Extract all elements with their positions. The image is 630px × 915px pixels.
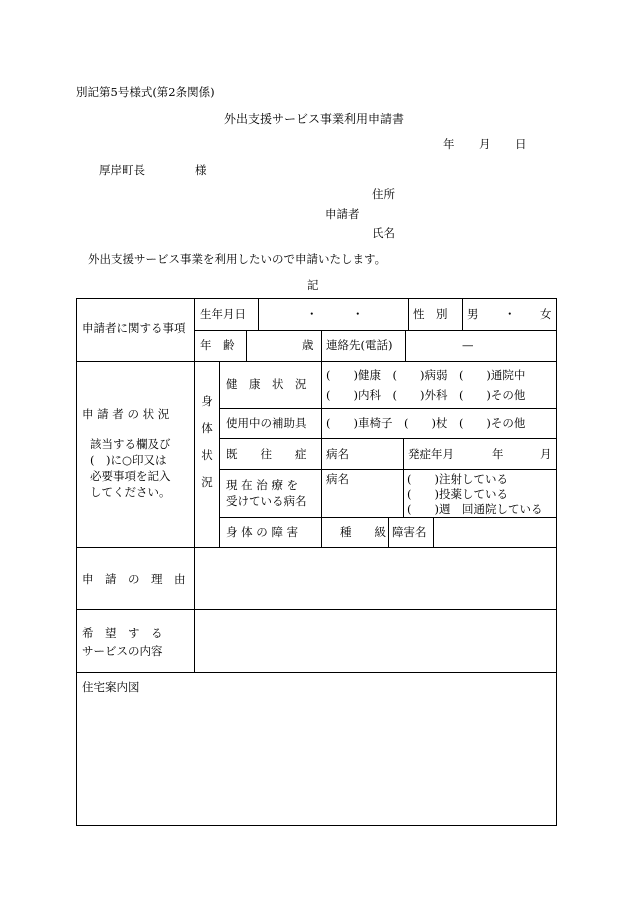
- health-label: 健 康 状 況: [226, 377, 307, 391]
- birthdate-dot: ・: [306, 307, 318, 321]
- row-divider: [219, 438, 557, 439]
- current-treatment-label: 受けている病名: [226, 494, 307, 508]
- col-divider: [258, 298, 259, 330]
- date-month-label: 月: [479, 137, 491, 151]
- sex-option-female[interactable]: 女: [540, 307, 552, 321]
- current-treatment-label: 現 在 治 療 を: [226, 478, 299, 492]
- form-number: 別記第5号様式(第2条関係): [76, 85, 215, 99]
- status-note-line: 該当する欄及び: [90, 437, 171, 451]
- reason-label: 申 請 の 理 由: [82, 572, 186, 586]
- disability-name-label: 障害名: [392, 525, 427, 539]
- address-label: 住所: [372, 187, 395, 201]
- history-disease-name-label: 病名: [326, 447, 349, 461]
- row-divider: [76, 361, 557, 362]
- col-divider: [403, 469, 404, 517]
- house-map-label: 住宅案内図: [82, 680, 140, 694]
- col-divider: [246, 330, 247, 361]
- row-divider: [76, 672, 557, 673]
- status-note-line: ( )に○印又は: [90, 453, 167, 467]
- sex-dot: ・: [504, 307, 516, 321]
- disability-label: 身 体 の 障 害: [226, 525, 299, 539]
- onset-year: 年: [492, 447, 504, 461]
- history-label: 既 往 症: [226, 447, 307, 461]
- age-unit: 歳: [302, 338, 314, 352]
- col-divider: [321, 361, 322, 547]
- treatment-option-medication[interactable]: ( )投薬している: [407, 487, 508, 501]
- desired-service-label: サービスの内容: [82, 644, 163, 658]
- col-divider: [219, 361, 220, 547]
- application-statement: 外出支援サービス事業を利用したいので申請いたします。: [88, 252, 387, 266]
- col-divider: [433, 517, 434, 547]
- contact-dash: —: [462, 338, 474, 352]
- row-divider: [76, 547, 557, 548]
- aid-label: 使用中の補助具: [226, 416, 307, 430]
- name-label: 氏名: [372, 226, 395, 240]
- sex-label: 性 別: [413, 307, 448, 321]
- date-day-label: 日: [515, 137, 527, 151]
- aid-options[interactable]: ( )車椅子 ( )杖 ( )その他: [326, 416, 526, 430]
- honorific: 様: [195, 163, 207, 177]
- row-divider: [76, 609, 557, 610]
- onset-label: 発症年月: [408, 447, 454, 461]
- health-options-row2[interactable]: ( )内科 ( )外科 ( )その他: [326, 388, 526, 402]
- onset-month: 月: [540, 447, 552, 461]
- status-note-line: 必要事項を記入: [90, 469, 171, 483]
- sex-option-male[interactable]: 男: [467, 307, 479, 321]
- col-divider: [194, 298, 195, 672]
- row-divider: [219, 408, 557, 409]
- ki-mark: 記: [307, 278, 319, 292]
- col-divider: [408, 298, 409, 330]
- birthdate-dot: ・: [352, 307, 364, 321]
- row-divider: [194, 330, 557, 331]
- row-divider: [219, 469, 557, 470]
- disability-grade-label: 種 級: [340, 525, 386, 539]
- status-note-line: してください。: [90, 485, 171, 499]
- col-divider: [403, 438, 404, 469]
- desired-service-label: 希 望 す る: [82, 626, 163, 640]
- col-divider: [405, 330, 406, 361]
- body-status-vertical-label: 身 体 状 況: [201, 394, 213, 489]
- contact-label: 連絡先(電話): [326, 338, 393, 352]
- current-disease-name-label: 病名: [326, 472, 349, 486]
- health-options-row1[interactable]: ( )健康 ( )病弱 ( )通院中: [326, 368, 526, 382]
- section-applicant-label: 申請者に関する事項: [82, 321, 186, 335]
- date-year-label: 年: [443, 137, 455, 151]
- age-label: 年 齢: [200, 338, 235, 352]
- col-divider: [321, 330, 322, 361]
- applicant-label: 申請者: [325, 207, 360, 221]
- treatment-option-injection[interactable]: ( )注射している: [407, 472, 508, 486]
- col-divider: [388, 517, 389, 547]
- addressee: 厚岸町長: [99, 163, 145, 177]
- treatment-option-visits[interactable]: ( )週 回通院している: [407, 502, 543, 516]
- birthdate-label: 生年月日: [200, 307, 246, 321]
- col-divider: [462, 298, 463, 330]
- status-title: 申 請 者 の 状 況: [82, 407, 170, 421]
- form-title: 外出支援サービス事業利用申請書: [224, 112, 405, 126]
